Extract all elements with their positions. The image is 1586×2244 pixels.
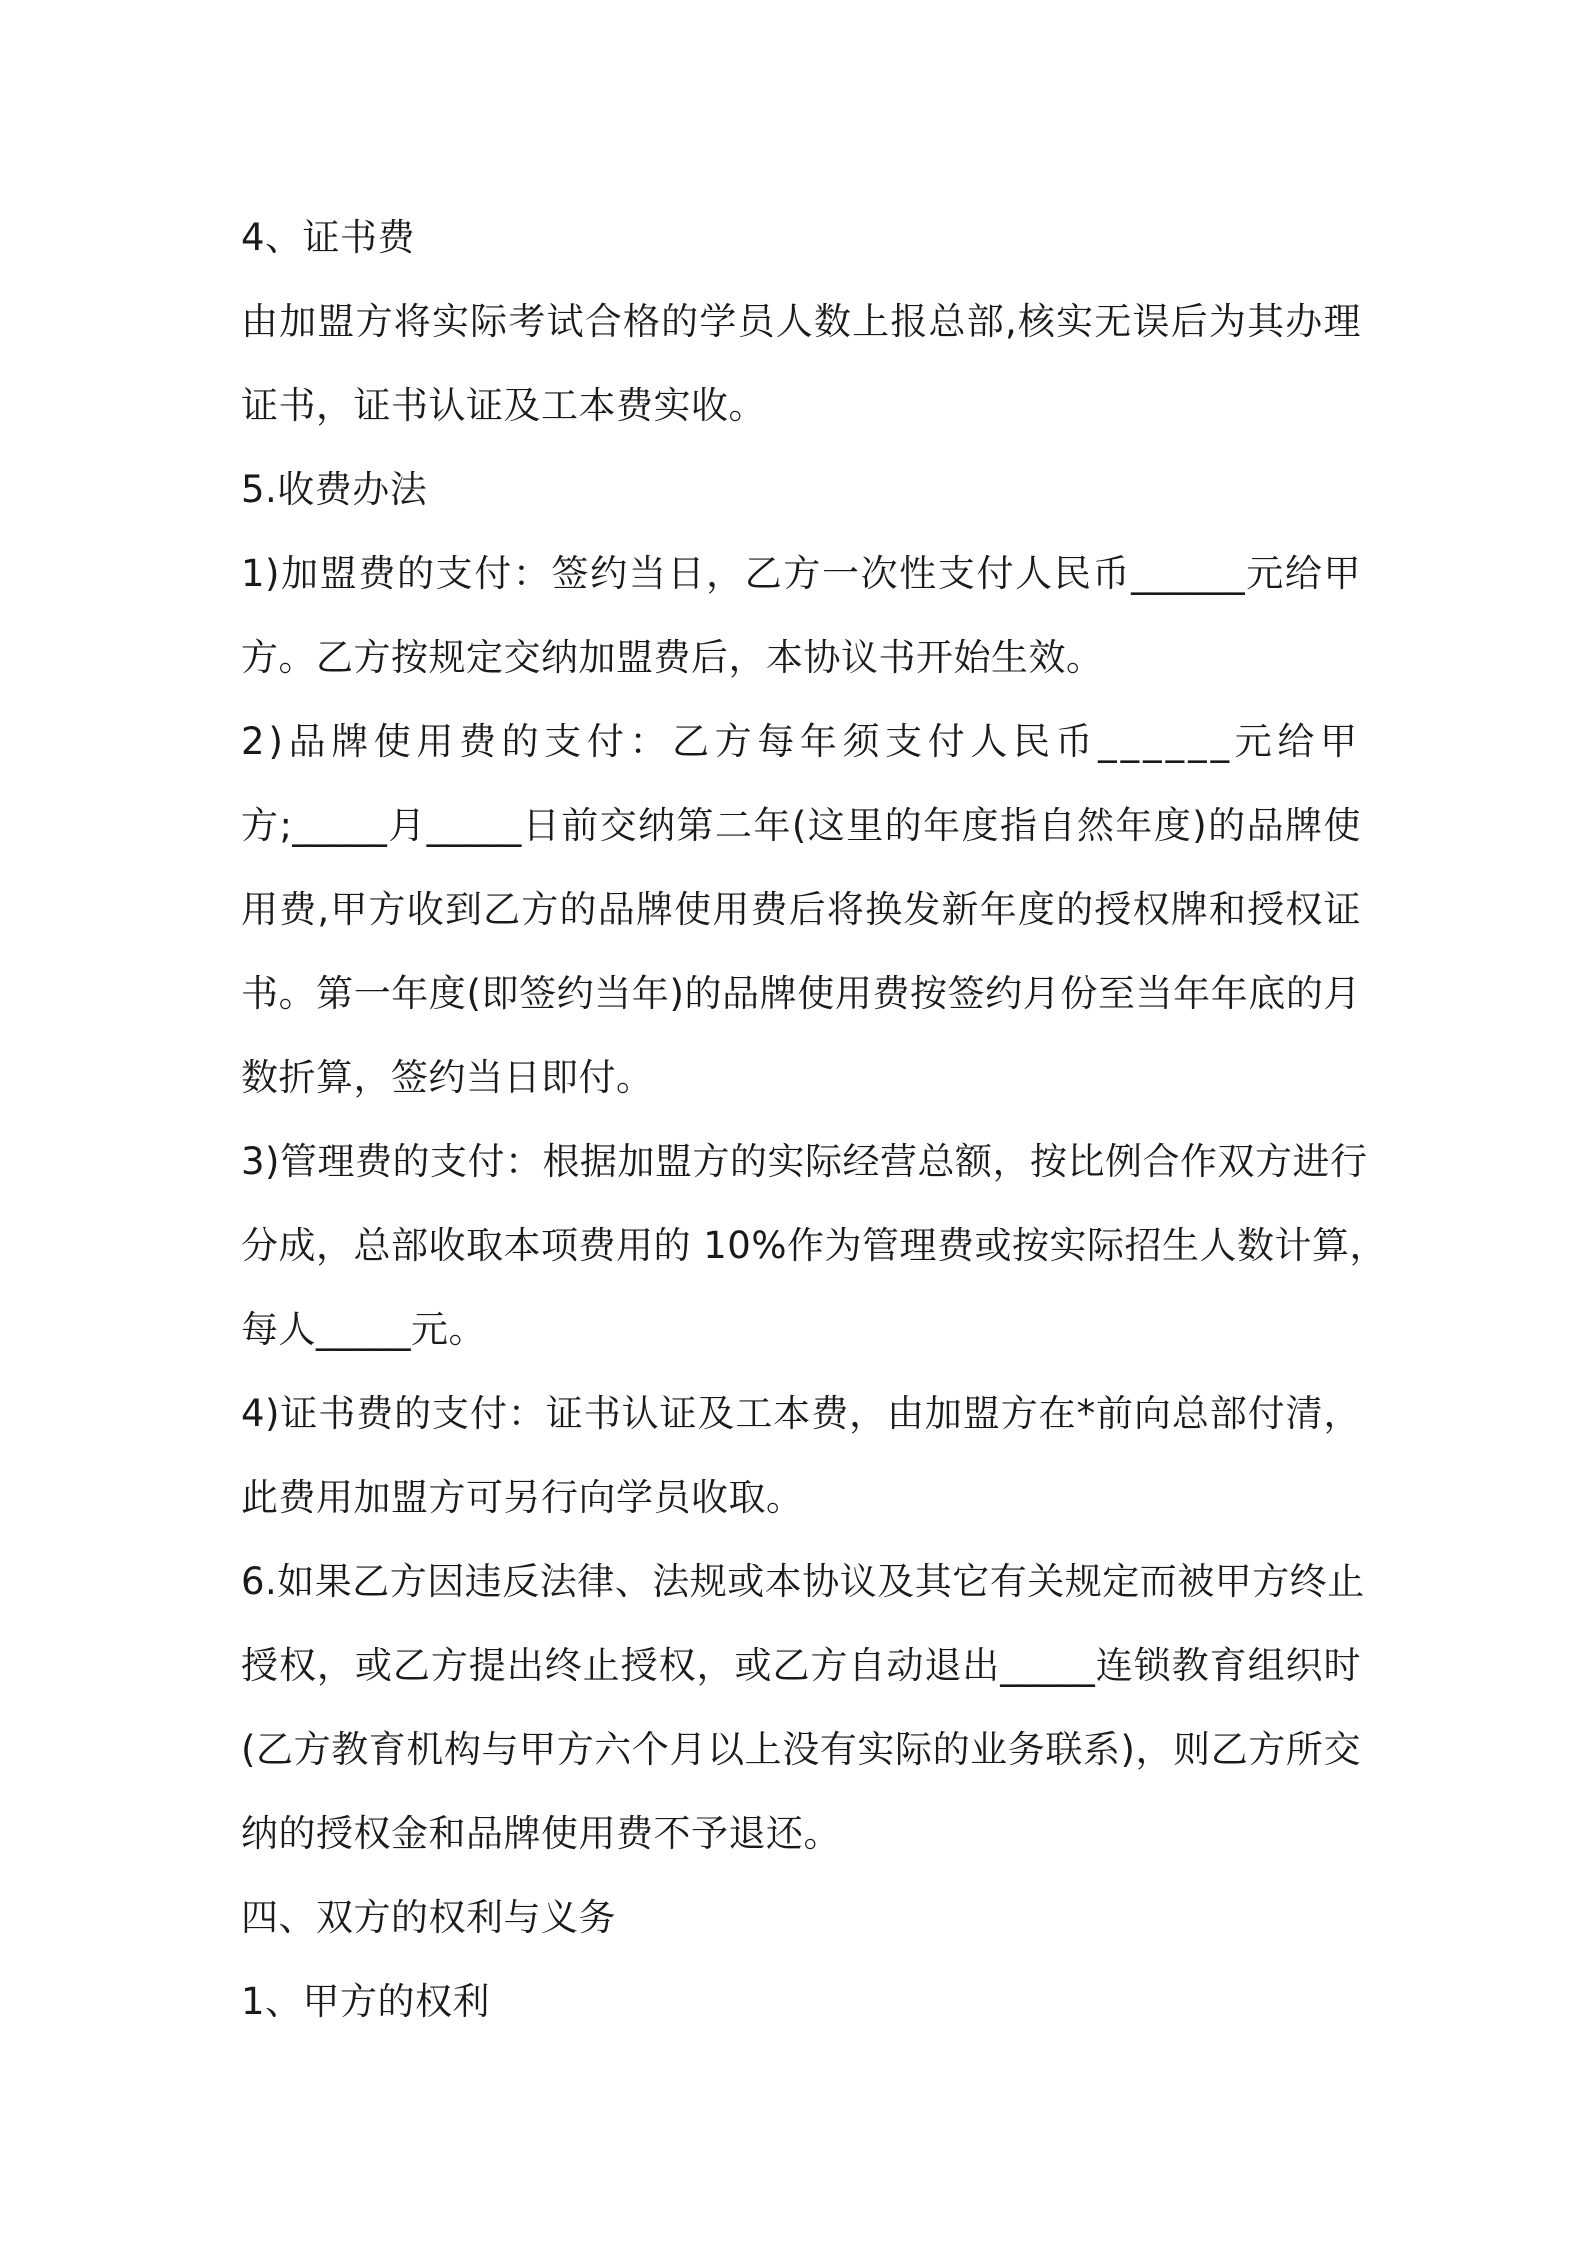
- section-heading-rights-obligations: 四、双方的权利与义务: [241, 1896, 616, 1939]
- text-line: 授权，或乙方提出终止授权，或乙方自动退出_____连锁教育组织时: [241, 1644, 1361, 1687]
- text-line: 纳的授权金和品牌使用费不予退还。: [241, 1812, 841, 1855]
- text-line: 3)管理费的支付：根据加盟方的实际经营总额，按比例合作双方进行: [241, 1140, 1368, 1183]
- text-line: 1)加盟费的支付：签约当日，乙方一次性支付人民币______元给甲: [241, 552, 1361, 595]
- text-line: 分成，总部收取本项费用的 10%作为管理费或按实际招生人数计算，: [241, 1224, 1387, 1267]
- text-line: 书。第一年度(即签约当年)的品牌使用费按签约月份至当年年底的月: [241, 972, 1361, 1015]
- text-line: 证书，证书认证及工本费实收。: [241, 384, 766, 427]
- section-heading-certificate-fee: 4、证书费: [241, 216, 416, 259]
- text-line: (乙方教育机构与甲方六个月以上没有实际的业务联系)，则乙方所交: [241, 1728, 1361, 1771]
- text-line: 2)品牌使用费的支付：乙方每年须支付人民币______元给甲: [241, 720, 1361, 763]
- text-line: 由加盟方将实际考试合格的学员人数上报总部,核实无误后为其办理: [241, 300, 1361, 343]
- section-heading-fee-method: 5.收费办法: [241, 468, 428, 511]
- text-line: 4)证书费的支付：证书认证及工本费，由加盟方在*前向总部付清，: [241, 1392, 1361, 1435]
- text-line: 方;_____月_____日前交纳第二年(这里的年度指自然年度)的品牌使: [241, 804, 1361, 847]
- text-line: 每人_____元。: [241, 1308, 486, 1351]
- document-body: [241, 196, 1387, 2044]
- text-line: 方。乙方按规定交纳加盟费后，本协议书开始生效。: [241, 636, 1104, 679]
- text-line: 6.如果乙方因违反法律、法规或本协议及其它有关规定而被甲方终止: [241, 1560, 1365, 1603]
- text-line: 此费用加盟方可另行向学员收取。: [241, 1476, 804, 1519]
- text-line: 用费,甲方收到乙方的品牌使用费后将换发新年度的授权牌和授权证: [241, 888, 1361, 931]
- subsection-heading-party-a-rights: 1、甲方的权利: [241, 1980, 491, 2023]
- text-line: 数折算，签约当日即付。: [241, 1056, 654, 1099]
